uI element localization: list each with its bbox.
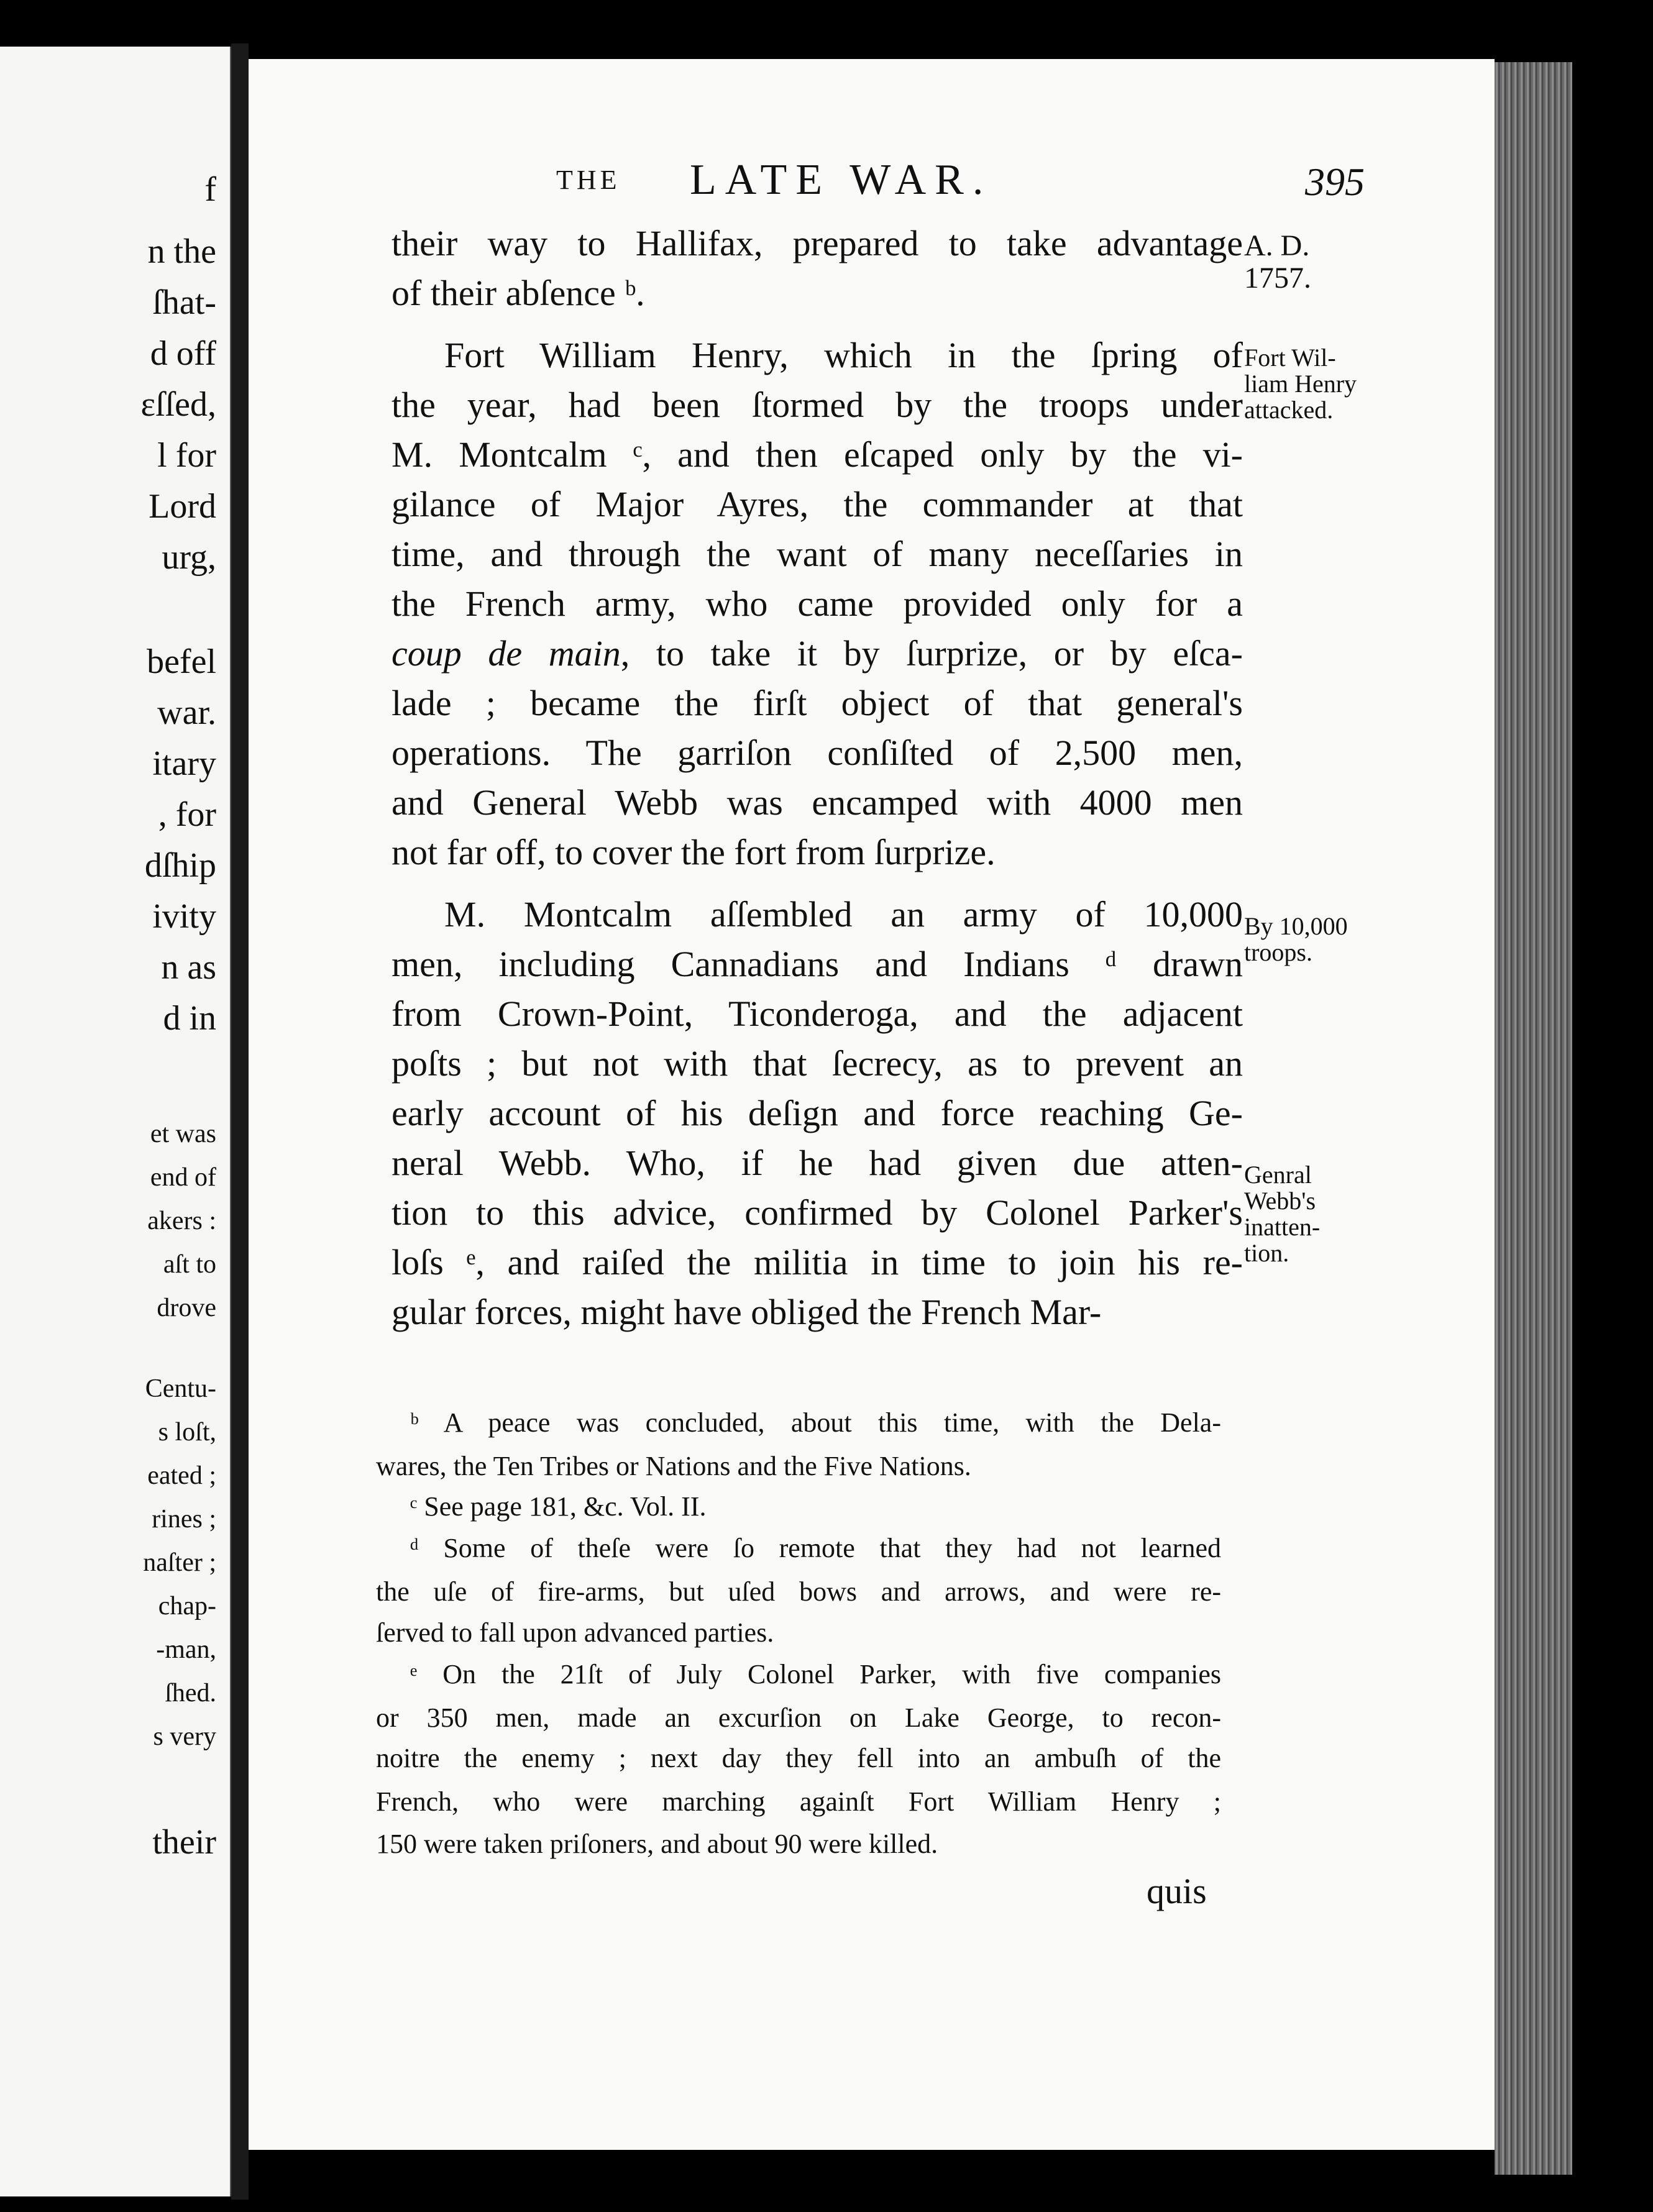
body-line: their way to Hallifax, prepared to take advantage [392,223,1243,263]
footnote-line: ᵈ Some of theſe were ſo remote that they had not learned [410,1533,1221,1563]
left-page-line: , for [158,795,216,834]
margin-note-line: 1757. [1244,262,1311,295]
catchword: quis [1147,1871,1207,1911]
body-line: gular forces, might have obliged the French Mar- [392,1292,1102,1332]
left-page-line: n as [161,948,216,987]
left-page-line: urg, [162,538,216,577]
running-head-title: LATE WAR. [690,156,992,204]
body-line: coup de main, to take it by ſurprize, or by eſca- [392,633,1243,674]
left-page-line: s loſt, [158,1418,216,1446]
left-page-line: d off [150,334,216,373]
body-line: lade ; became the firſt object of that general's [392,683,1243,723]
left-page-line: chap- [158,1592,216,1620]
margin-note-line: Genral [1244,1161,1312,1189]
footnote-line: ᵉ On the 21ſt of July Colonel Parker, with five companies [410,1659,1221,1689]
footnote-line: or 350 men, made an excurſion on Lake George, to recon- [376,1702,1221,1733]
running-head-the: THE [556,165,621,195]
margin-note-line: liam Henry [1244,370,1357,398]
footnote-line: French, who were marching againſt Fort William Henry ; [376,1786,1221,1817]
body-line: not far off, to cover the fort from ſurprize. [392,832,996,872]
footnote-line: noitre the enemy ; next day they fell into an ambuſh of the [376,1743,1221,1773]
left-page-line: befel [147,642,216,681]
left-page-line: akers : [147,1207,216,1235]
left-page-line: s very [153,1722,216,1751]
left-page-line: et was [150,1120,216,1148]
margin-note [1244,230,1311,295]
footnote-line: ſerved to fall upon advanced parties. [376,1617,774,1648]
page-number: 395 [1305,160,1365,204]
left-page-line: eated ; [147,1461,216,1490]
page-edges [1495,62,1572,2175]
footnote-line: ᶜ See page 181, &c. Vol. II. [410,1491,707,1522]
left-page-line: Centu- [145,1374,216,1403]
left-page-line: war. [157,693,216,732]
body-line: the French army, who came provided only for a [392,583,1243,624]
margin-note [1244,345,1357,423]
body-line: M. Montcalm ᶜ, and then eſcaped only by the vi- [392,434,1243,475]
left-page-line: their [152,1823,216,1862]
footnote-line: the uſe of fire-arms, but uſed bows and arrows, and were re- [376,1576,1221,1607]
left-page-line: d in [163,999,216,1038]
body-line: poſts ; but not with that ſecrecy, as to prevent an [392,1043,1243,1084]
left-page-line: ſhed. [165,1679,216,1707]
left-page-line: -man, [156,1635,216,1664]
left-page-line: n the [147,232,216,271]
left-page-line: Lord [149,487,216,526]
body-line: and General Webb was encamped with 4000 men [392,782,1243,823]
body-line: neral Webb. Who, if he had given due atten- [392,1143,1243,1183]
body-line: early account of his deſign and force reaching Ge- [392,1093,1243,1133]
margin-note-line: inatten- [1244,1213,1321,1241]
body-line: M. Montcalm aſſembled an army of 10,000 [444,894,1243,935]
left-page-line: drove [157,1294,216,1322]
left-page-line: l for [157,436,216,475]
left-page-line: ſhat- [152,283,216,322]
body-line: operations. The garriſon conſiſted of 2,500 men, [392,733,1243,773]
margin-note [1244,913,1348,966]
left-page-line: itary [152,744,216,783]
left-page-line: rines ; [152,1505,216,1533]
margin-note-line: tion. [1244,1239,1289,1267]
footnote-line: wares, the Ten Tribes or Nations and the Five Nations. [376,1451,971,1481]
left-page-line: aſt to [163,1250,216,1279]
body-line: time, and through the want of many neceſſaries in [392,534,1243,574]
left-page-line: dſhip [144,846,216,885]
footnote-line: 150 were taken priſoners, and about 90 were killed. [376,1829,938,1859]
left-page-line: ivity [152,897,216,936]
body-line: men, including Cannadians and Indians ᵈ drawn [392,944,1243,984]
left-page-line: f [204,170,216,209]
margin-note-line: By 10,000 [1244,912,1348,940]
book-gutter [231,43,249,2200]
body-line: tion to this advice, confirmed by Colonel Parker's [392,1192,1243,1233]
margin-note-line: Webb's [1244,1187,1316,1215]
margin-note [1244,1162,1320,1266]
margin-note-line: Fort Wil- [1244,344,1336,372]
body-line: of their abſence ᵇ. [392,273,645,313]
margin-note-line: attacked. [1244,396,1334,424]
body-line: Fort William Henry, which in the ſpring of [444,335,1243,375]
margin-note-line: troops. [1244,938,1312,966]
footnote-line: ᵇ A peace was concluded, about this time, with the Dela- [410,1407,1221,1438]
margin-note-line: A. D. [1244,229,1310,262]
body-line: gilance of Major Ayres, the commander at that [392,484,1243,524]
body-line: the year, had been ſtormed by the troops under [392,385,1243,425]
left-page-fragment [0,47,232,2196]
body-line: loſs ᵉ, and raiſed the militia in time to join his re- [392,1242,1243,1282]
body-line: from Crown-Point, Ticonderoga, and the adjacent [392,994,1243,1034]
left-page-line: end of [150,1163,216,1192]
left-page-line: ɛſſed, [140,385,216,424]
left-page-line: naſter ; [143,1548,216,1577]
